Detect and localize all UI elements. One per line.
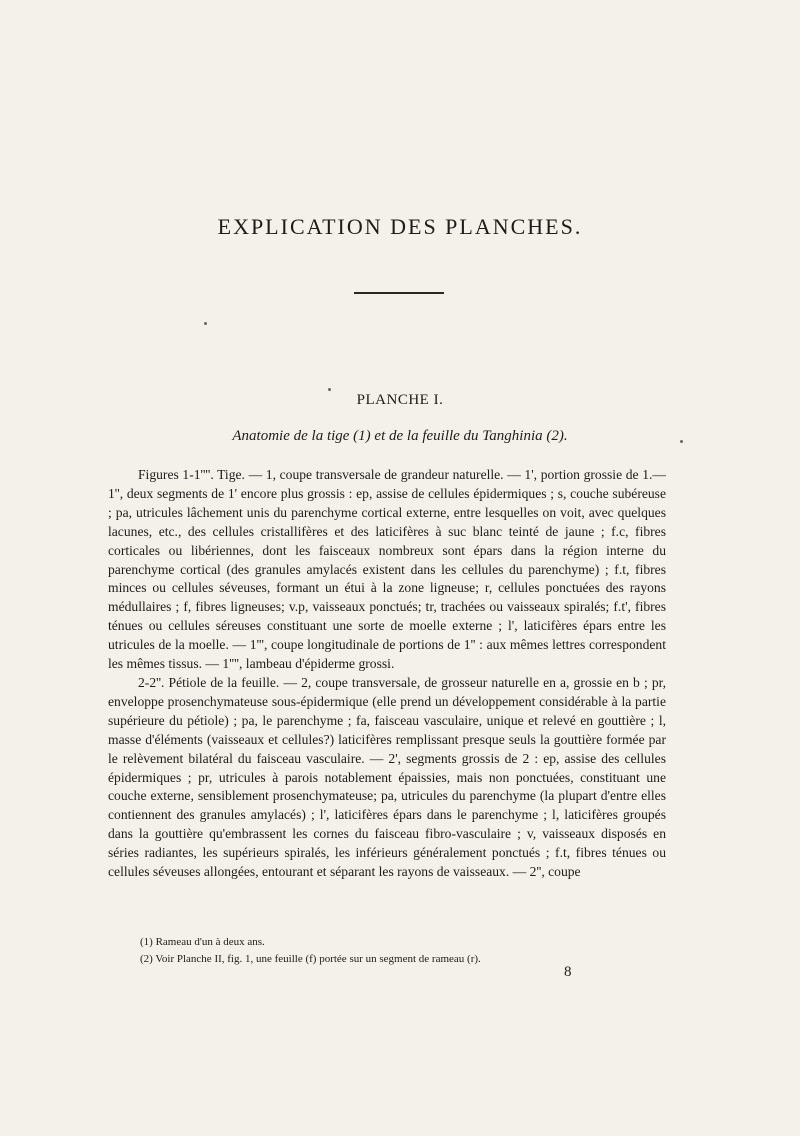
page-number: 8 <box>564 964 572 980</box>
footnote-1: (1) Rameau d'un à deux ans. <box>140 936 265 948</box>
title-rule <box>354 292 444 294</box>
paragraph-figures-1: Figures 1-1''''. Tige. — 1, coupe transversale de grandeur naturelle. — 1', portion grossie de 1.—1'', deux segments de 1' encore plus grossis : ep, assise de cellules épidermiques ; s, couche subéreuse ; pa, utricules lâchement unis du parenchyme cortical externe, entre lesquelles on voit, avec quelques lacunes, etc., des cellules cristallifères et des laticifères à suc blanc teinté de jaune ; f.c, fibres corticales ou libériennes, dont les faisceaux nombreux sont épars dans la région interne du parenchyme cortical (des granules amylacés existent dans les cellules du parenchyme) ; f.t, fibres minces ou cellules séveuses, formant un étui à la zone ligneuse; r, cellules ponctuées des rayons médullaires ; f, fibres ligneuses; v.p, vaisseaux ponctués; tr, trachées ou vaisseaux spiralés; f.t', fibres ténues ou cellules séreuses constituant une sorte de moelle externe ; l', laticifères épars entre les utricules de la moelle. — 1''', coupe longitudinale de portions de 1'' : aux mêmes lettres correspondent les mêmes tissus. — 1'''', lambeau d'épiderme grossi. <box>108 467 666 672</box>
footnote-2: (2) Voir Planche II, fig. 1, une feuille (f) portée sur un segment de rameau (r). <box>140 953 481 965</box>
footnotes <box>140 934 660 968</box>
body-text <box>108 466 666 882</box>
main-title: EXPLICATION DES PLANCHES. <box>217 214 583 239</box>
print-speck <box>328 388 331 391</box>
plate-subtitle: Anatomie de la tige (1) et de la feuille du Tanghinia (2). <box>232 428 568 444</box>
print-speck <box>204 322 207 325</box>
plate-heading: PLANCHE I. <box>356 392 444 408</box>
paragraph-figures-2: 2-2''. Pétiole de la feuille. — 2, coupe transversale, de grosseur naturelle en a, grossie en b ; pr, enveloppe prosenchymateuse sous-épidermique (elle prend un développement considérable à la partie supérieure du pétiole) ; pa, le parenchyme ; fa, faisceau vasculaire, unique et relevé en gouttière ; l, masse d'éléments (vaisseaux et cellules?) laticifères remplissant presque seuls la gouttière formée par le relèvement bilatéral du faisceau vasculaire. — 2', segments grossis de 2 : ep, assise des cellules épidermiques ; pr, utricules à parois notablement épaissies, mais non ponctuées, constituant une couche externe, sensiblement prosenchymateuse; pa, utricules du parenchyme (la plupart d'entre elles contiennent des granules amylacés) ; l', laticifères épars dans le parenchyme ; l, laticifères groupés dans la gouttière qu'embrassent les cornes du faisceau fibro-vasculaire ; v, vaisseaux disposés en séries radiantes, les supérieurs spiralés, les inférieurs généralement ponctués ; f.t, fibres ténues ou cellules séveuses allongées, entourant et séparant les rayons de vaisseaux. — 2'', coupe <box>108 674 666 880</box>
